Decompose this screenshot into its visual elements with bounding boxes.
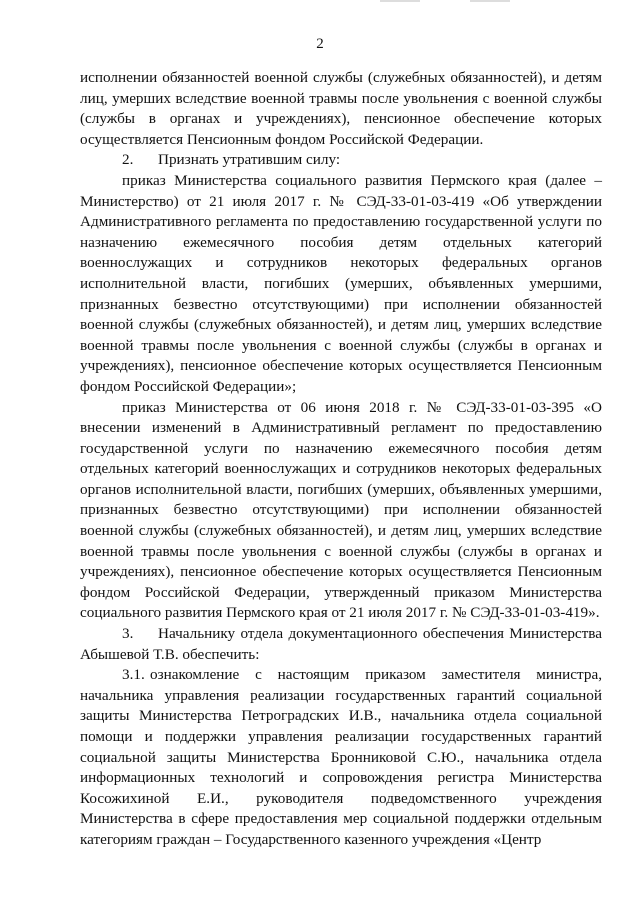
page-number: 2 — [316, 36, 324, 52]
item-number: 3.1. — [122, 666, 145, 684]
paragraph-item-3-1 — [80, 665, 602, 850]
document-body — [80, 68, 602, 851]
paragraph-item-2 — [80, 150, 602, 171]
paragraph-order-2017: приказ Министерства социального развития Пермского края (далее – Министерство) от 21 июля 2017 г. № СЭД-33-01-03-419 «Об утверждении Административного регламента по предоставлению государственной услуги по назначению ежемесячного пособия детям отдельных категорий военнослужащих и сотрудников некоторых федеральных органов исполнительной власти, погибших (умерших, объявленных умершими, признанных безвестно отсутствующими) при исполнении обязанностей военной службы (служебных обязанностей), и детям лиц, умерших вследствие военной травмы после увольнения с военной службы (службы в органах и учреждениях), пенсионное обеспечение которых осуществляется Пенсионным фондом Российской Федерации»; — [80, 171, 602, 395]
paragraph-continuation: исполнении обязанностей военной службы (служебных обязанностей), и детям лиц, умерших вследствие военной травмы после увольнения с военной службы (службы в органах и учреждениях), пенсионное обеспечение которых осуществляется Пенсионным фондом Российской Федерации. — [80, 69, 602, 148]
item-text: ознакомление с настоящим приказом заместителя министра, начальника управления реализации государственных гарантий социальной защиты Министерства Петроградских И.В., начальника отдела социальной помощи и поддержки управления реализации государственных гарантий социальной защиты Министерства Бронниковой С.Ю., начальника отдела информационных технологий и сопровождения регистра Министерства Косожихиной Е.И., руководителя подведомственного учреждения Министерства в сфере предоставления мер социальной поддержки отдельным категориям граждан – Государственного казенного учреждения «Центр — [80, 666, 602, 848]
item-text: Начальнику отдела документационного обеспечения Министерства Абышевой Т.В. обеспечить: — [80, 625, 602, 663]
item-number: 2. — [122, 151, 134, 169]
paragraph-item-3 — [80, 624, 602, 665]
scan-artifact-mark — [470, 0, 510, 2]
item-number: 3. — [122, 625, 134, 643]
paragraph-order-2018: приказ Министерства от 06 июня 2018 г. № СЭД-33-01-03-395 «О внесении изменений в Административный регламент по предоставлению государственной услуги по назначению ежемесячного пособия детям отдельных категорий военнослужащих и сотрудников некоторых федеральных органов исполнительной власти, погибших (умерших, объявленных умершими, признанных безвестно отсутствующими) при исполнении обязанностей военной службы (служебных обязанностей), и детям лиц, умерших вследствие военной травмы после увольнения с военной службы (службы в органах и учреждениях), пенсионное обеспечение которых осуществляется Пенсионным фондом Российской Федерации, утвержденный приказом Министерства социального развития Пермского края от 21 июля 2017 г. № СЭД-33-01-03-419». — [80, 398, 602, 622]
scan-artifact-mark — [380, 0, 420, 2]
item-text: Признать утратившим силу: — [158, 151, 341, 169]
